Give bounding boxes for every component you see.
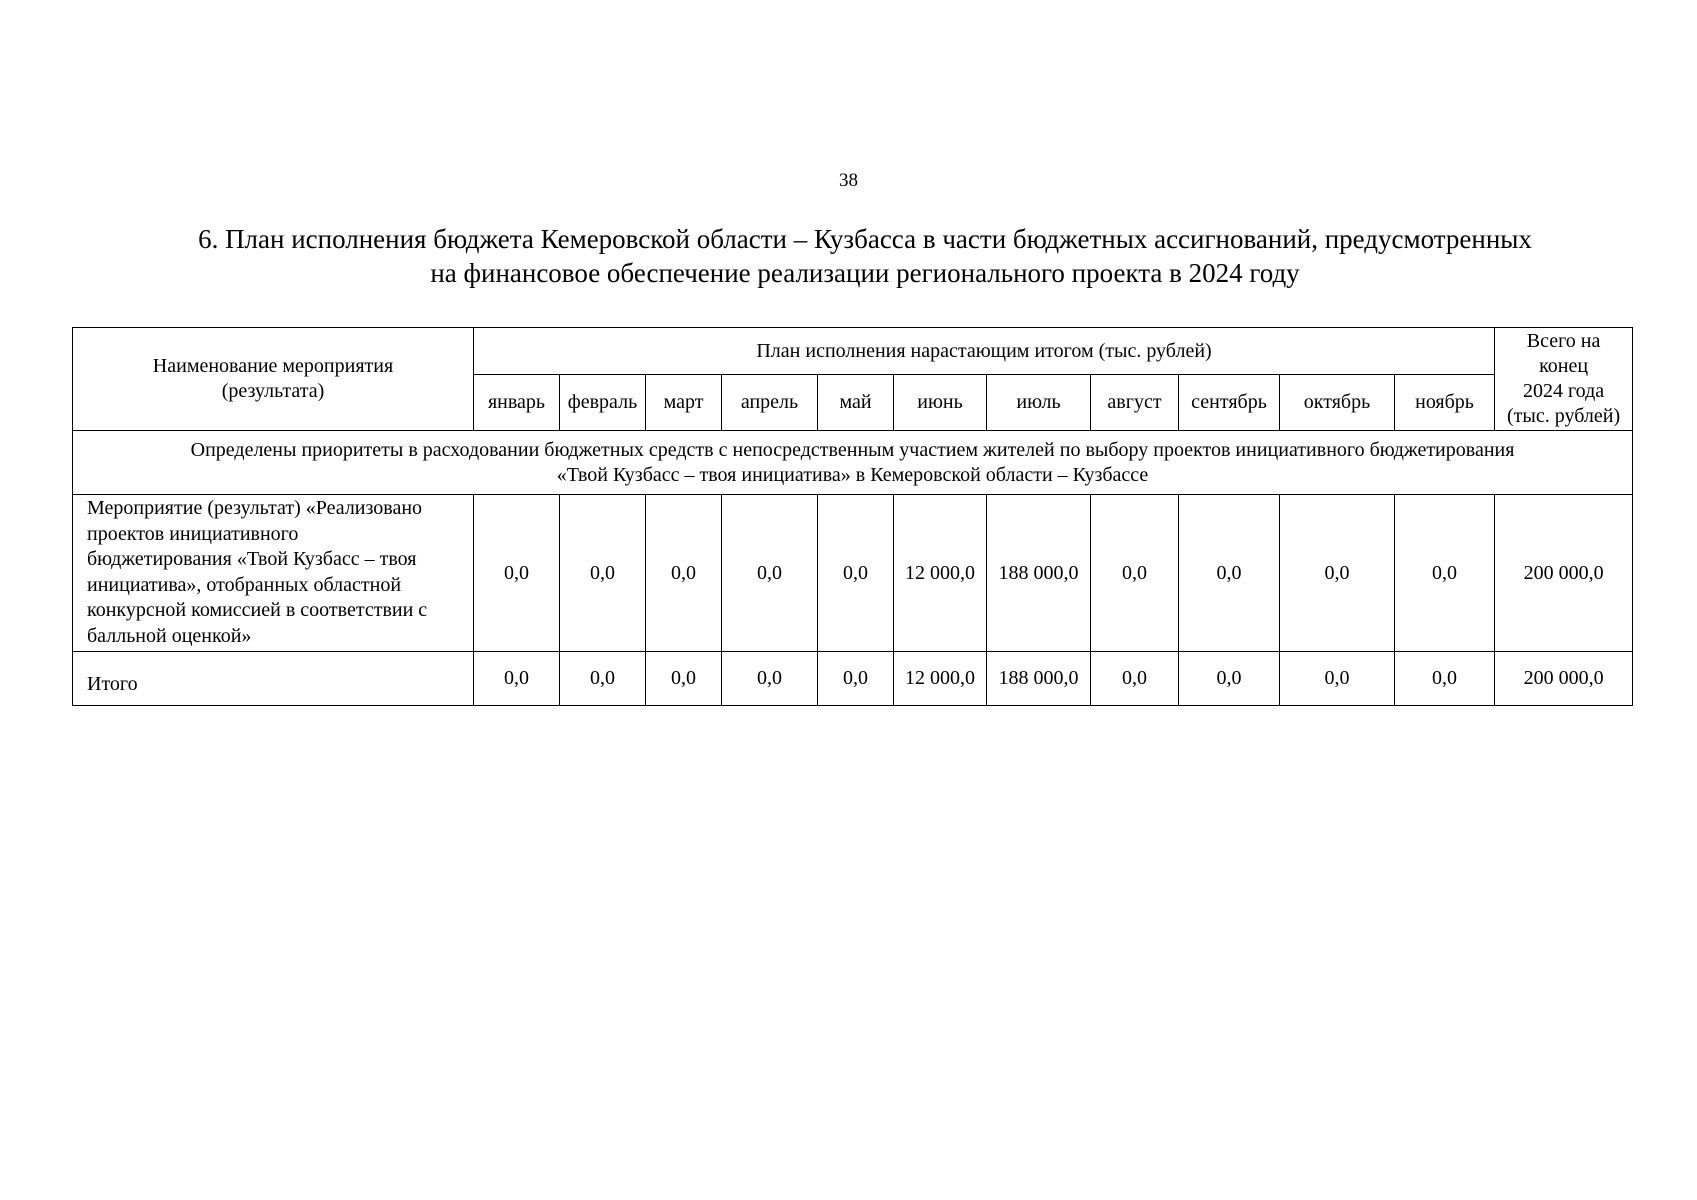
header-month-june: июнь <box>894 375 987 431</box>
value-january: 0,0 <box>474 495 560 652</box>
total-label: Итого <box>73 652 474 706</box>
total-april: 0,0 <box>722 652 818 706</box>
value-september: 0,0 <box>1179 495 1280 652</box>
section-line-2: «Твой Кузбасс – твоя инициатива» в Кемеровской области – Кузбассе <box>556 463 1149 486</box>
value-may: 0,0 <box>818 495 894 652</box>
value-april: 0,0 <box>722 495 818 652</box>
event-name-line: балльной оценкой» <box>87 624 252 647</box>
header-month-october: октябрь <box>1280 375 1395 431</box>
total-november: 0,0 <box>1395 652 1495 706</box>
event-name-line: инициатива», отобранных областной <box>87 573 402 596</box>
event-name-cell <box>73 495 474 652</box>
value-march: 0,0 <box>646 495 722 652</box>
budget-plan-table <box>72 327 1633 706</box>
header-month-april: апрель <box>722 375 818 431</box>
event-name-line: Мероприятие (результат) «Реализовано <box>87 497 423 519</box>
header-month-july: июль <box>987 375 1091 431</box>
page-number: 38 <box>839 170 858 191</box>
total-march: 0,0 <box>646 652 722 706</box>
value-august: 0,0 <box>1091 495 1179 652</box>
event-name-line: проектов инициативного <box>87 522 299 545</box>
header-year-total-line-4: (тыс. рублей) <box>1507 405 1621 427</box>
header-month-september: сентябрь <box>1179 375 1280 431</box>
value-october: 0,0 <box>1280 495 1395 652</box>
value-june: 12 000,0 <box>894 495 987 652</box>
value-year-total: 200 000,0 <box>1495 495 1633 652</box>
header-month-august: август <box>1091 375 1179 431</box>
table-row <box>73 495 1633 652</box>
total-february: 0,0 <box>560 652 646 706</box>
total-october: 0,0 <box>1280 652 1395 706</box>
title-line-2: на финансовое обеспечение реализации регионального проекта в 2024 году <box>430 258 1300 288</box>
value-november: 0,0 <box>1395 495 1495 652</box>
header-event-name <box>73 328 474 431</box>
header-plan-group: План исполнения нарастающим итогом (тыс. рублей) <box>474 328 1495 375</box>
title-line-1: 6. План исполнения бюджета Кемеровской области – Кузбасса в части бюджетных ассигнований, предусмотренных <box>198 224 1532 254</box>
event-name-line: бюджетирования «Твой Кузбасс – твоя <box>87 548 417 570</box>
value-july: 188 000,0 <box>987 495 1091 652</box>
header-event-name-line-2: (результата) <box>221 380 325 402</box>
table-row-total <box>73 652 1633 706</box>
event-name-line: конкурсной комиссией в соответствии с <box>87 599 428 621</box>
header-year-total-line-3: 2024 года <box>1522 380 1605 402</box>
header-year-total <box>1495 328 1633 431</box>
section-line-1: Определены приоритеты в расходовании бюджетных средств с непосредственным участием жителей по выбору проектов инициативного бюджетирования <box>190 438 1515 461</box>
header-month-may: май <box>818 375 894 431</box>
total-year-total: 200 000,0 <box>1495 652 1633 706</box>
header-month-february: февраль <box>560 375 646 431</box>
header-year-total-line-2: конец <box>1539 355 1589 377</box>
total-may: 0,0 <box>818 652 894 706</box>
total-july: 188 000,0 <box>987 652 1091 706</box>
document-title <box>100 222 1630 290</box>
total-august: 0,0 <box>1091 652 1179 706</box>
header-year-total-line-1: Всего на <box>1526 330 1601 352</box>
total-june: 12 000,0 <box>894 652 987 706</box>
header-month-march: март <box>646 375 722 431</box>
total-january: 0,0 <box>474 652 560 706</box>
header-month-november: ноябрь <box>1395 375 1495 431</box>
header-month-january: январь <box>474 375 560 431</box>
header-event-name-line-1: Наименование мероприятия <box>152 355 394 377</box>
section-row <box>73 431 1633 495</box>
total-september: 0,0 <box>1179 652 1280 706</box>
value-february: 0,0 <box>560 495 646 652</box>
